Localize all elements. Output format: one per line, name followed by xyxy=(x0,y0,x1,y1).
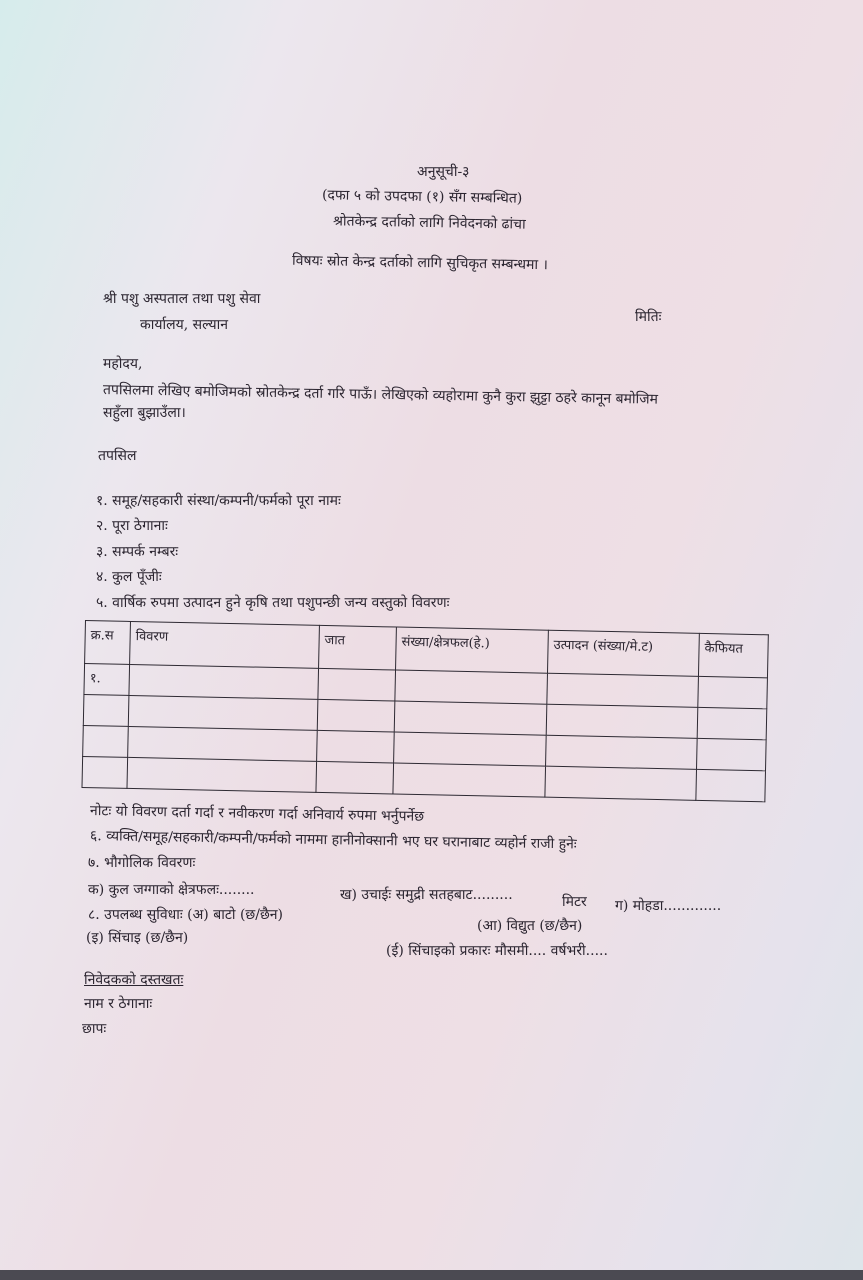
header-remarks: कैफियत xyxy=(698,633,768,677)
item-2: २. पूरा ठेगानाः xyxy=(96,518,168,534)
table-cell xyxy=(316,761,394,794)
table-cell xyxy=(82,756,128,788)
table-cell xyxy=(697,707,767,739)
item-6: ६. व्यक्ति/समूह/सहकारी/कम्पनी/फर्मको नाममा हानीनोक्सानी भए घर घरानाबाट व्यहोर्न राजी हुनेः xyxy=(89,828,577,853)
header-breed: जात xyxy=(319,625,397,670)
table-cell xyxy=(317,730,395,763)
item-4: ४. कुल पूँजीः xyxy=(96,569,162,585)
header-production: उत्पादन (संख्या/मे.ट) xyxy=(547,630,699,676)
salutation: महोदय, xyxy=(103,356,143,372)
note-text: नोटः यो विवरण दर्ता गर्दा र नवीकरण गर्दा अनिवार्य रुपमा भर्नुपर्नेछ xyxy=(89,803,425,825)
table-cell xyxy=(546,704,698,738)
table-cell xyxy=(394,732,547,766)
schedule-label: अनुसूची-३ xyxy=(417,164,470,180)
table-cell xyxy=(317,699,395,732)
geo-facing: ग) मोहडा............. xyxy=(615,898,722,914)
cell-serial: १. xyxy=(84,664,130,696)
table-cell xyxy=(395,670,548,704)
table-cell xyxy=(128,695,318,730)
stamp-label: छापः xyxy=(82,1021,107,1037)
item-5: ५. वार्षिक रुपमा उत्पादन हुने कृषि तथा पशुपन्छी जन्य वस्तुको विवरणः xyxy=(96,595,450,611)
addressee-line-2: कार्यालय, सल्यान xyxy=(140,317,229,333)
table-cell xyxy=(696,769,766,801)
table-cell xyxy=(545,766,697,800)
date-label: मितिः xyxy=(635,309,662,325)
header-serial: क्र.स xyxy=(85,621,131,665)
item-8-electricity: (आ) विद्युत (छ/छैन) xyxy=(477,918,583,934)
section-reference: (दफा ५ को उपदफा (१) सँग सम्बन्धित) xyxy=(321,187,523,207)
table-cell xyxy=(546,735,698,769)
header-quantity-area: संख्या/क्षेत्रफल(हे.) xyxy=(396,627,549,673)
production-table xyxy=(81,620,768,802)
table-cell xyxy=(698,676,768,708)
details-heading: तपसिल xyxy=(98,448,137,464)
subject-line: विषयः स्रोत केन्द्र दर्ताको लागि सुचिकृत सम्बन्धमा । xyxy=(291,252,549,274)
table-cell xyxy=(129,664,319,699)
geo-total-area: क) कुल जग्गाको क्षेत्रफलः........ xyxy=(88,882,255,898)
item-8-road: ८. उपलब्ध सुविधाः (अ) बाटो (छ/छैन) xyxy=(88,907,284,923)
signature-label: निवेदकको दस्तखतः xyxy=(84,972,184,988)
header-description: विवरण xyxy=(130,621,320,668)
table-cell xyxy=(127,757,317,792)
table-cell xyxy=(697,738,767,770)
form-title: श्रोतकेन्द्र दर्ताको लागि निवेदनको ढांचा xyxy=(332,213,526,233)
geo-meter-unit: मिटर xyxy=(562,894,587,910)
paragraph-line-1: तपसिलमा लेखिए बमोजिमको स्रोतकेन्द्र दर्ता गरि पाऊँ। लेखिएको व्यहोरामा कुनै कुरा झुट्टा ठहरे कानून बमोजिम xyxy=(102,382,659,408)
table-cell xyxy=(83,725,129,757)
table-cell xyxy=(547,673,699,707)
addressee-line-1: श्री पशु अस्पताल तथा पशु सेवा xyxy=(103,291,261,307)
name-address-label: नाम र ठेगानाः xyxy=(84,996,153,1012)
item-1: १. समूह/सहकारी संस्था/कम्पनी/फर्मको पूरा नामः xyxy=(96,493,341,509)
item-3: ३. सम्पर्क नम्बरः xyxy=(96,544,179,560)
geo-altitude: ख) उचाईः समुद्री सतहबाट......... xyxy=(340,887,513,903)
table-cell xyxy=(318,668,396,701)
table-cell xyxy=(393,763,546,797)
table-cell xyxy=(83,694,129,726)
paragraph-line-2: सहुँला बुझाउँला। xyxy=(103,405,186,421)
item-7: ७. भौगोलिक विवरणः xyxy=(88,855,196,871)
table-cell xyxy=(394,701,547,735)
table-cell xyxy=(128,726,318,761)
item-8-irrigation-type: (ई) सिंचाइको प्रकारः मौसमी.... वर्षभरी..... xyxy=(386,943,608,959)
page-bottom-edge xyxy=(0,1270,863,1280)
item-8-irrigation: (इ) सिंचाइ (छ/छैन) xyxy=(86,930,189,946)
